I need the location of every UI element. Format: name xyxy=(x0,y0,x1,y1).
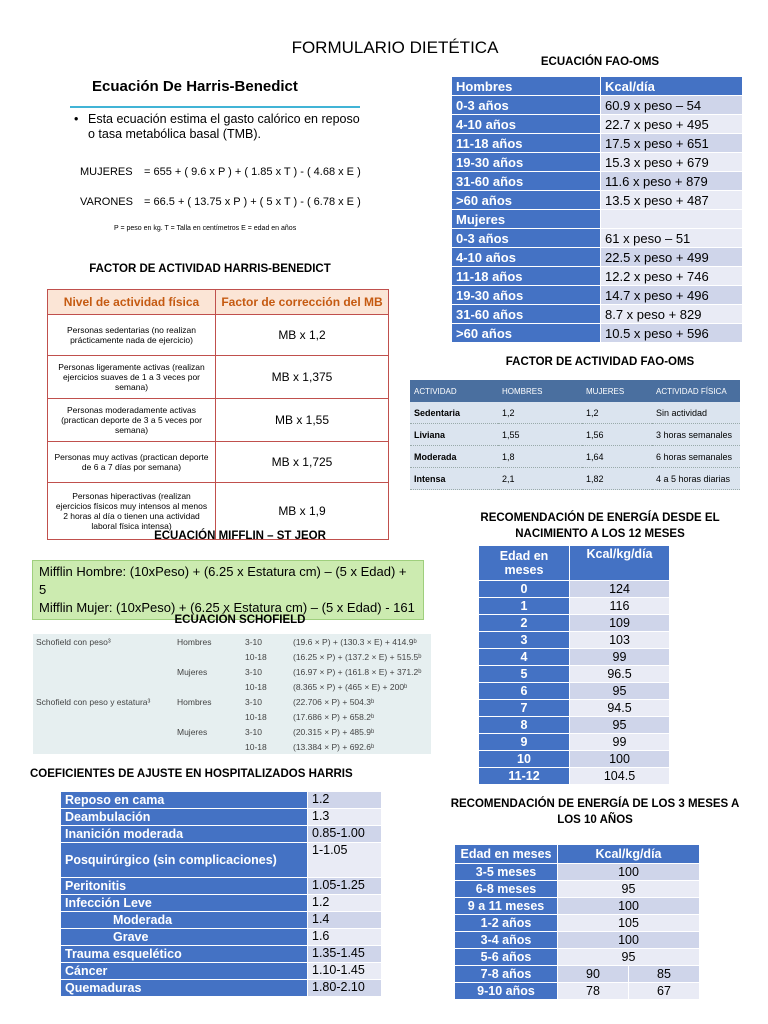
condition: Grave xyxy=(61,929,308,946)
energy-birth-row xyxy=(479,666,670,683)
sex: Hombres xyxy=(177,696,212,707)
kcal-value: 95 xyxy=(558,949,700,966)
age-months: 4 xyxy=(479,649,570,666)
coefficient: 1.05-1.25 xyxy=(308,878,382,895)
activity-level: Personas hiperactivas (realizan ejercicios físicos muy intensos al menos 2 horas al día o tienen una actividad laboral física intensa) xyxy=(48,483,216,540)
header-actividad-fisica: ACTIVIDAD FÍSICA xyxy=(652,380,740,402)
energy-birth-row xyxy=(479,700,670,717)
coefficient: 0.85-1.00 xyxy=(308,826,382,843)
mifflin-box xyxy=(32,560,424,620)
fao-activity-row xyxy=(410,424,740,446)
condition: Quemaduras xyxy=(61,980,308,997)
sex: Hombres xyxy=(177,636,212,647)
age-range: 9 a 11 meses xyxy=(455,898,558,915)
correction-factor: MB x 1,725 xyxy=(216,442,389,483)
adjust-row xyxy=(61,895,382,912)
energy-birth-row xyxy=(479,649,670,666)
adjust-row xyxy=(61,963,382,980)
age-months: 5 xyxy=(479,666,570,683)
kcal-value: 96.5 xyxy=(570,666,670,683)
activity-description: 4 a 5 horas diarias xyxy=(652,468,740,490)
schofield-row xyxy=(33,709,431,724)
mujeres-factor: 1,56 xyxy=(582,424,652,446)
age-range: 4-10 años xyxy=(452,115,601,134)
kcal-value: 100 xyxy=(570,751,670,768)
fao-mujeres-row xyxy=(452,324,743,343)
formula: (20.315 × P) + 485.9ᵇ xyxy=(293,726,375,737)
activity-name: Sedentaria xyxy=(410,402,498,424)
kcal-value: 109 xyxy=(570,615,670,632)
mifflin-mujer: Mifflin Mujer: (10xPeso) + (6.25 x Estatura cm) – (5 x Edad) - 161 xyxy=(39,600,415,615)
adjust-row xyxy=(61,946,382,963)
age-range: 4-10 años xyxy=(452,248,601,267)
schofield-row xyxy=(33,739,431,754)
fao-hombres-row xyxy=(452,153,743,172)
formula: (16.97 × P) + (161.8 × E) + 371.2ᵇ xyxy=(293,666,422,677)
coefficient: 1.3 xyxy=(308,809,382,826)
age-range: 7-8 años xyxy=(455,966,558,983)
condition: Infección Leve xyxy=(61,895,308,912)
age-months: 9 xyxy=(479,734,570,751)
kcal-value: 116 xyxy=(570,598,670,615)
mujeres-factor: 1,64 xyxy=(582,446,652,468)
adjust-table xyxy=(60,791,382,997)
header-kcal-kg: Kcal/kg/día xyxy=(558,845,700,864)
header-nivel: Nivel de actividad física xyxy=(48,290,216,315)
formula: 22.5 x peso + 499 xyxy=(601,248,743,267)
correction-factor: MB x 1,2 xyxy=(216,315,389,356)
correction-factor: MB x 1,55 xyxy=(216,399,389,442)
energy-birth-row xyxy=(479,683,670,700)
kcal-value: 104.5 xyxy=(570,768,670,785)
header-mujeres: MUJERES xyxy=(582,380,652,402)
formula: 13.5 x peso + 487 xyxy=(601,191,743,210)
age-months: 0 xyxy=(479,581,570,598)
fao-header-row xyxy=(452,77,743,96)
coefficient: 1.10-1.45 xyxy=(308,963,382,980)
formula: 12.2 x peso + 746 xyxy=(601,267,743,286)
kcal-value: 99 xyxy=(570,649,670,666)
adjust-row xyxy=(61,878,382,895)
kcal-value: 95 xyxy=(558,881,700,898)
adjust-row xyxy=(61,843,382,878)
schofield-row xyxy=(33,694,431,709)
kcal-value: 103 xyxy=(570,632,670,649)
hombres-factor: 1,55 xyxy=(498,424,582,446)
formula: 22.7 x peso + 495 xyxy=(601,115,743,134)
energy-birth-row xyxy=(479,717,670,734)
condition: Reposo en cama xyxy=(61,792,308,809)
method: Schofield con peso³ xyxy=(36,636,111,647)
age-months: 8 xyxy=(479,717,570,734)
harris-benedict-box xyxy=(70,72,370,242)
method xyxy=(33,709,174,724)
variables-note: P = peso en kg. T = Talla en centímetros E = edad en años xyxy=(114,225,297,232)
condition: Cáncer xyxy=(61,963,308,980)
fao-activity-table xyxy=(410,380,740,490)
activity-level: Personas muy activas (practican deporte de 6 a 7 días por semana) xyxy=(48,442,216,483)
schofield-row xyxy=(33,634,431,649)
energy-birth-row xyxy=(479,632,670,649)
mujeres-label: Mujeres xyxy=(452,210,601,229)
age-range: 10-18 xyxy=(245,711,267,722)
formula: 8.7 x peso + 829 xyxy=(601,305,743,324)
fao-oms-table xyxy=(451,76,743,343)
age-range: 19-30 años xyxy=(452,286,601,305)
formula: (8.365 × P) + (465 × E) + 200ᵇ xyxy=(293,681,408,692)
condition: Trauma esquelético xyxy=(61,946,308,963)
energy-3m-row xyxy=(455,932,700,949)
page-title: FORMULARIO DIETÉTICA xyxy=(291,38,499,57)
hb-activity-row xyxy=(48,442,389,483)
fao-mujeres-row xyxy=(452,286,743,305)
formula: 10.5 x peso + 596 xyxy=(601,324,743,343)
fao-hombres-row xyxy=(452,115,743,134)
age-range: 9-10 años xyxy=(455,983,558,1000)
hb-activity-title: FACTOR DE ACTIVIDAD HARRIS-BENEDICT xyxy=(89,263,331,275)
kcal-value: 100 xyxy=(558,932,700,949)
activity-level: Personas ligeramente activas (realizan ejercicios suaves de 1 a 3 veces por semana) xyxy=(48,356,216,399)
condition: Peritonitis xyxy=(61,878,308,895)
mujeres-equation: = 655 + ( 9.6 x P ) + ( 1.85 x T ) - ( 4.68 x E ) xyxy=(144,166,361,178)
schofield-row xyxy=(33,649,431,664)
method: Schofield con peso y estatura³ xyxy=(36,696,151,707)
adjust-row xyxy=(61,912,382,929)
age-range: 3-10 xyxy=(245,636,263,647)
age-range: 11-18 años xyxy=(452,134,601,153)
method xyxy=(33,679,174,694)
activity-description: 3 horas semanales xyxy=(652,424,740,446)
sex xyxy=(174,649,242,664)
age-range: 31-60 años xyxy=(452,305,601,324)
age-range: 10-18 xyxy=(245,651,267,662)
hb-activity-row xyxy=(48,356,389,399)
correction-factor: MB x 1,9 xyxy=(216,483,389,540)
energy-3m-table xyxy=(454,844,700,1000)
kcal-value: 95 xyxy=(570,717,670,734)
age-range: 11-18 años xyxy=(452,267,601,286)
hb-activity-table xyxy=(47,289,389,540)
age-range: 31-60 años xyxy=(452,172,601,191)
kcal-value-girls: 85 xyxy=(629,966,700,983)
method xyxy=(33,739,174,754)
fao-activity-row xyxy=(410,468,740,490)
varones-label: VARONES xyxy=(80,196,133,208)
adjust-row xyxy=(61,826,382,843)
age-range: 5-6 años xyxy=(455,949,558,966)
age-months: 3 xyxy=(479,632,570,649)
kcal-value: 124 xyxy=(570,581,670,598)
fao-mujeres-row xyxy=(452,248,743,267)
header-kcal: Kcal/kg/día xyxy=(570,546,670,581)
energy-birth-row xyxy=(479,615,670,632)
fao-hombres-row xyxy=(452,172,743,191)
mifflin-title: ECUACIÓN MIFFLIN – ST JEOR xyxy=(154,530,326,542)
condition: Moderada xyxy=(61,912,308,929)
schofield-row xyxy=(33,724,431,739)
coefficient: 1-1.05 xyxy=(308,843,382,878)
formula: 60.9 x peso – 54 xyxy=(601,96,743,115)
sex xyxy=(174,679,242,694)
energy-birth-row xyxy=(479,581,670,598)
activity-name: Intensa xyxy=(410,468,498,490)
age-range: 6-8 meses xyxy=(455,881,558,898)
mujeres-factor: 1,2 xyxy=(582,402,652,424)
energy-birth-row xyxy=(479,751,670,768)
energy-birth-title: RECOMENDACIÓN DE ENERGÍA DESDE EL NACIMIENTO A LOS 12 MESES xyxy=(480,512,720,540)
formula: 14.7 x peso + 496 xyxy=(601,286,743,305)
fao-activity-row xyxy=(410,402,740,424)
formula: (13.384 × P) + 692.6ᵇ xyxy=(293,741,375,752)
coefficient: 1.35-1.45 xyxy=(308,946,382,963)
method xyxy=(33,664,174,679)
formula: 15.3 x peso + 679 xyxy=(601,153,743,172)
age-months: 11-12 xyxy=(479,768,570,785)
adjust-row xyxy=(61,980,382,997)
energy-3m-row xyxy=(455,949,700,966)
hombres-factor: 2,1 xyxy=(498,468,582,490)
age-months: 10 xyxy=(479,751,570,768)
hb-activity-row xyxy=(48,399,389,442)
age-range: 0-3 años xyxy=(452,96,601,115)
hb-activity-row xyxy=(48,315,389,356)
kcal-value: 95 xyxy=(570,683,670,700)
header-hombres: Hombres xyxy=(452,77,601,96)
formula: (16.25 × P) + (137.2 × E) + 515.5ᵇ xyxy=(293,651,422,662)
energy-birth-row xyxy=(479,598,670,615)
header-factor: Factor de corrección del MB xyxy=(216,290,389,315)
schofield-row xyxy=(33,664,431,679)
mujeres-factor: 1,82 xyxy=(582,468,652,490)
header-edad: Edad en meses xyxy=(479,546,570,581)
age-range: >60 años xyxy=(452,324,601,343)
kcal-value: 99 xyxy=(570,734,670,751)
fao-mujeres-row xyxy=(452,267,743,286)
hombres-factor: 1,2 xyxy=(498,402,582,424)
sex: Mujeres xyxy=(177,726,208,737)
age-range: >60 años xyxy=(452,191,601,210)
activity-level: Personas moderadamente activas (practican deporte de 3 a 5 veces por semana) xyxy=(48,399,216,442)
adjust-title: COEFICIENTES DE AJUSTE EN HOSPITALIZADOS HARRIS xyxy=(30,768,353,780)
formula: (22.706 × P) + 504.3ᵇ xyxy=(293,696,375,707)
activity-description: 6 horas semanales xyxy=(652,446,740,468)
kcal-value-boys: 90 xyxy=(558,966,629,983)
age-months: 2 xyxy=(479,615,570,632)
fao-activity-title: FACTOR DE ACTIVIDAD FAO-OMS xyxy=(505,356,695,368)
correction-factor: MB x 1,375 xyxy=(216,356,389,399)
fao-hombres-row xyxy=(452,191,743,210)
adjust-row xyxy=(61,809,382,826)
kcal-value: 94.5 xyxy=(570,700,670,717)
activity-name: Liviana xyxy=(410,424,498,446)
age-months: 7 xyxy=(479,700,570,717)
kcal-value-girls: 67 xyxy=(629,983,700,1000)
mujeres-label: MUJERES xyxy=(80,166,133,178)
energy-3m-title: RECOMENDACIÓN DE ENERGÍA DE LOS 3 MESES A LOS 10 AÑOS xyxy=(450,798,740,826)
kcal-value: 100 xyxy=(558,864,700,881)
harris-benedict-heading: Ecuación De Harris-Benedict xyxy=(92,78,298,95)
energy-birth-row xyxy=(479,734,670,751)
coefficient: 1.4 xyxy=(308,912,382,929)
kcal-value: 100 xyxy=(558,898,700,915)
coefficient: 1.6 xyxy=(308,929,382,946)
condition: Deambulación xyxy=(61,809,308,826)
schofield-table xyxy=(33,634,431,754)
header-edad-meses: Edad en meses xyxy=(455,845,558,864)
age-range: 3-10 xyxy=(245,726,263,737)
adjust-row xyxy=(61,929,382,946)
bullet-text: Esta ecuación estima el gasto calórico en reposo o tasa metabólica basal (TMB). xyxy=(88,112,360,141)
energy-3m-row xyxy=(455,864,700,881)
age-range: 10-18 xyxy=(245,681,267,692)
activity-name: Moderada xyxy=(410,446,498,468)
age-range: 10-18 xyxy=(245,741,267,752)
coefficient: 1.2 xyxy=(308,895,382,912)
fao-mujeres-row xyxy=(452,229,743,248)
age-months: 6 xyxy=(479,683,570,700)
heading-underline xyxy=(70,106,360,108)
formula: (19.6 × P) + (130.3 × E) + 414.9ᵇ xyxy=(293,636,417,647)
energy-3m-row xyxy=(455,983,700,1000)
energy-3m-row xyxy=(455,881,700,898)
kcal-value-boys: 78 xyxy=(558,983,629,1000)
formula: 11.6 x peso + 879 xyxy=(601,172,743,191)
harris-benedict-description: • Esta ecuación estima el gasto calórico en reposo o tasa metabólica basal (TMB). xyxy=(74,112,366,142)
coefficient: 1.2 xyxy=(308,792,382,809)
age-range: 3-10 xyxy=(245,696,263,707)
fao-mujeres-row xyxy=(452,305,743,324)
schofield-row xyxy=(33,679,431,694)
fao-hombres-row xyxy=(452,96,743,115)
mifflin-hombre: Mifflin Hombre: (10xPeso) + (6.25 x Estatura cm) – (5 x Edad) + 5 xyxy=(39,564,407,597)
energy-birth-row xyxy=(479,768,670,785)
condition: Inanición moderada xyxy=(61,826,308,843)
header-actividad: ACTIVIDAD xyxy=(410,380,498,402)
energy-birth-table xyxy=(478,545,670,785)
fao-oms-title: ECUACIÓN FAO-OMS xyxy=(540,56,660,68)
method xyxy=(33,649,174,664)
energy-3m-row xyxy=(455,898,700,915)
age-range: 1-2 años xyxy=(455,915,558,932)
sex: Mujeres xyxy=(177,666,208,677)
age-range: 3-5 meses xyxy=(455,864,558,881)
varones-equation: = 66.5 + ( 13.75 x P ) + ( 5 x T ) - ( 6.78 x E ) xyxy=(144,196,361,208)
method xyxy=(33,724,174,739)
fao-activity-row xyxy=(410,446,740,468)
activity-description: Sin actividad xyxy=(652,402,740,424)
formula: 61 x peso – 51 xyxy=(601,229,743,248)
age-range: 3-4 años xyxy=(455,932,558,949)
header-kcal-dia: Kcal/día xyxy=(601,77,743,96)
fao-hombres-row xyxy=(452,134,743,153)
condition: Posquirúrgico (sin complicaciones) xyxy=(61,843,308,878)
activity-level: Personas sedentarias (no realizan prácticamente nada de ejercicio) xyxy=(48,315,216,356)
fao-mujeres-row xyxy=(452,210,743,229)
energy-3m-row xyxy=(455,915,700,932)
header-hombres: HOMBRES xyxy=(498,380,582,402)
age-months: 1 xyxy=(479,598,570,615)
adjust-row xyxy=(61,792,382,809)
age-range: 19-30 años xyxy=(452,153,601,172)
age-range: 0-3 años xyxy=(452,229,601,248)
sex xyxy=(174,739,242,754)
empty-cell xyxy=(601,210,743,229)
age-range: 3-10 xyxy=(245,666,263,677)
sex xyxy=(174,709,242,724)
energy-3m-row xyxy=(455,966,700,983)
formula: (17.686 × P) + 658.2ᵇ xyxy=(293,711,375,722)
hombres-factor: 1,8 xyxy=(498,446,582,468)
schofield-title: ECUACIÓN SCHOFIELD xyxy=(174,614,306,626)
formula: 17.5 x peso + 651 xyxy=(601,134,743,153)
coefficient: 1.80-2.10 xyxy=(308,980,382,997)
kcal-value: 105 xyxy=(558,915,700,932)
